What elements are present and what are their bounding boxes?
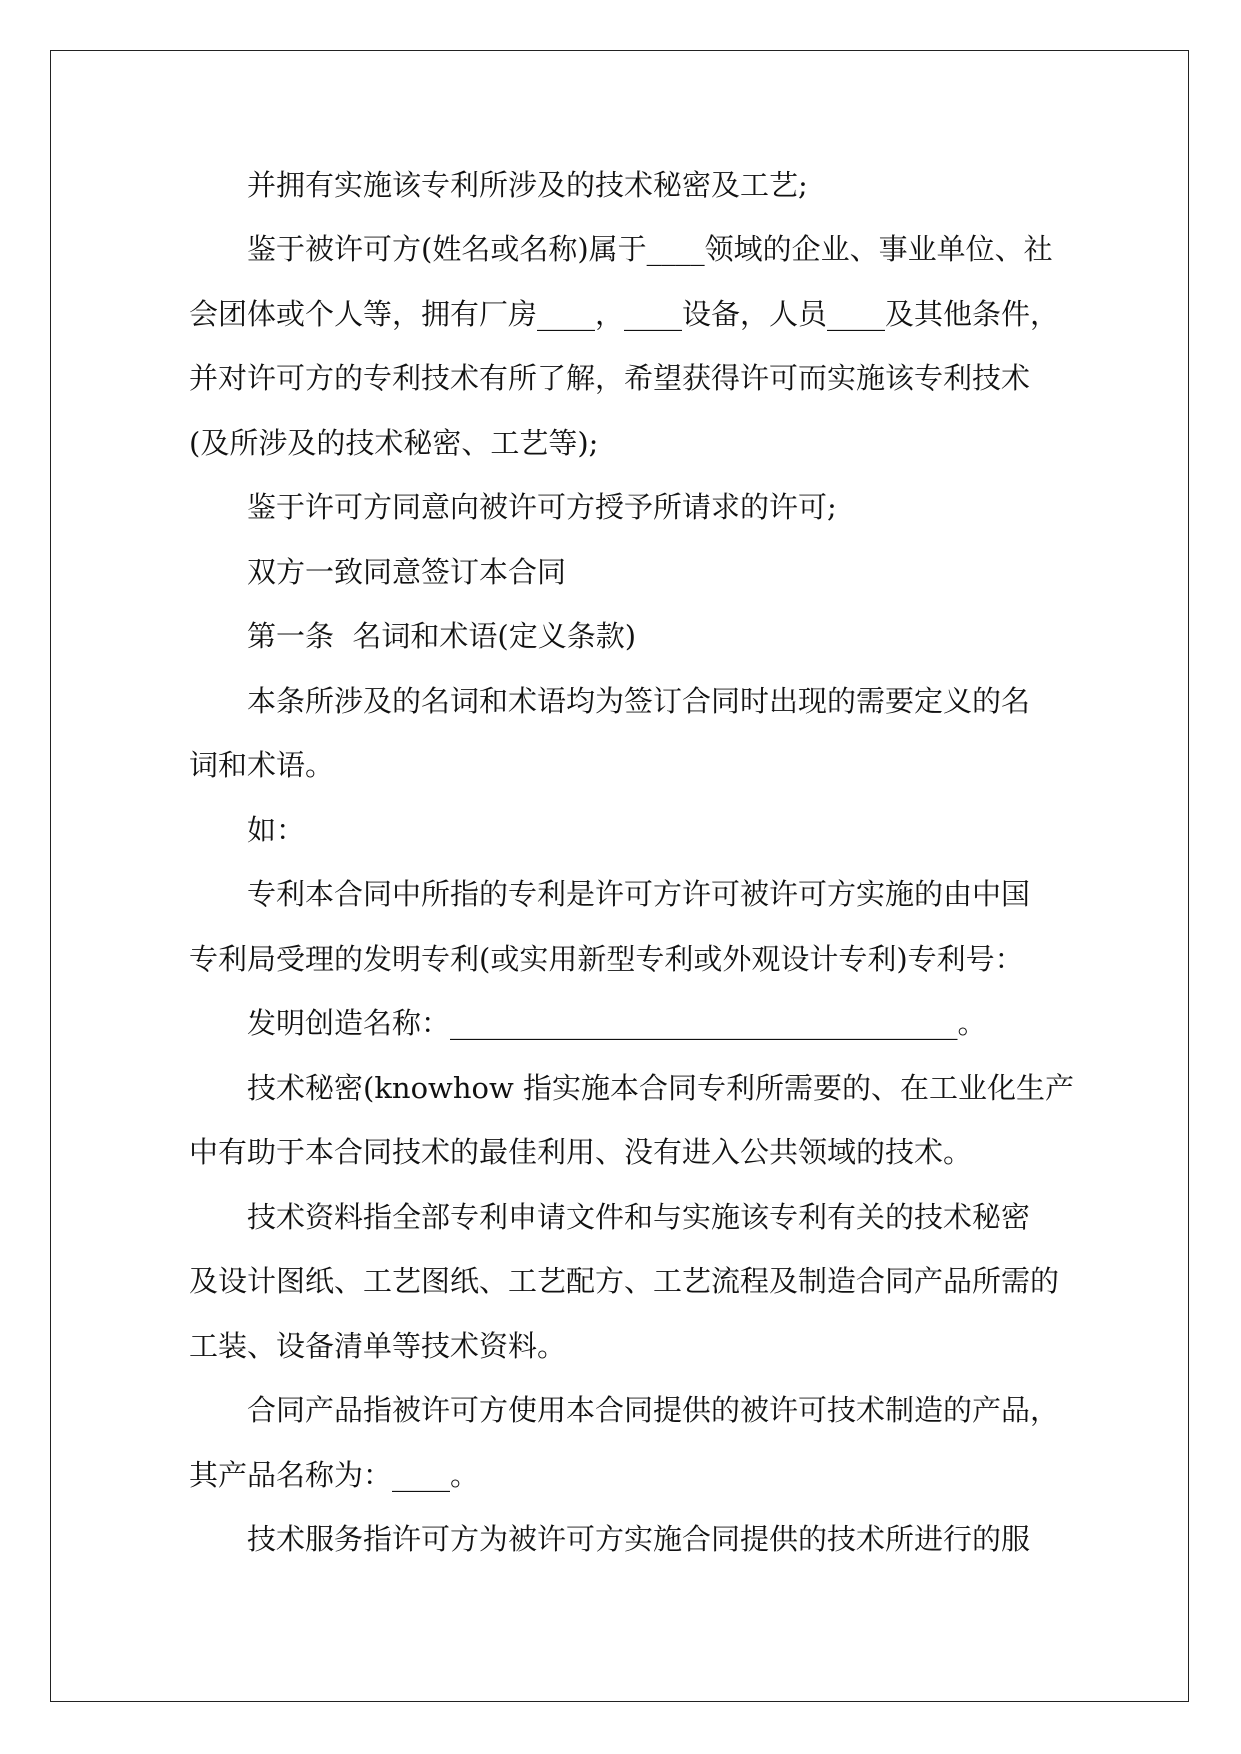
paragraph-line: 本条所涉及的名词和术语均为签订合同时出现的需要定义的名 <box>247 684 1031 718</box>
paragraph-line: 工装、设备清单等技术资料。 <box>189 1329 567 1363</box>
paragraph-line: 如： <box>247 813 306 847</box>
paragraph-line: (及所涉及的技术秘密、工艺等); <box>189 426 599 460</box>
paragraph-line: 双方一致同意签订本合同 <box>247 555 567 589</box>
section-heading: 第一条 名词和术语(定义条款) <box>247 619 637 653</box>
paragraph-line: 词和术语。 <box>189 748 335 782</box>
paragraph-line: 发明创造名称：___________________________________。 <box>247 1006 987 1040</box>
paragraph-line: 技术资料指全部专利申请文件和与实施该专利有关的技术秘密 <box>247 1200 1031 1234</box>
paragraph-line: 技术秘密(knowhow 指实施本合同专利所需要的、在工业化生产 <box>247 1071 1075 1105</box>
paragraph-line: 及设计图纸、工艺图纸、工艺配方、工艺流程及制造合同产品所需的 <box>189 1264 1060 1298</box>
paragraph-line: 其产品名称为：____。 <box>189 1458 480 1492</box>
paragraph-line: 鉴于许可方同意向被许可方授予所请求的许可; <box>247 490 837 524</box>
paragraph-line: 中有助于本合同技术的最佳利用、没有进入公共领域的技术。 <box>189 1135 973 1169</box>
paragraph-line: 并对许可方的专利技术有所了解，希望获得许可而实施该专利技术 <box>189 361 1031 395</box>
paragraph-line: 合同产品指被许可方使用本合同提供的被许可技术制造的产品， <box>247 1393 1060 1427</box>
paragraph-line: 技术服务指许可方为被许可方实施合同提供的技术所进行的服 <box>247 1522 1031 1556</box>
paragraph-line: 并拥有实施该专利所涉及的技术秘密及工艺; <box>247 168 808 202</box>
paragraph-line: 专利本合同中所指的专利是许可方许可被许可方实施的由中国 <box>247 877 1031 911</box>
paragraph-line: 会团体或个人等，拥有厂房____，____设备，人员____及其他条件， <box>189 297 1060 331</box>
paragraph-line: 专利局受理的发明专利(或实用新型专利或外观设计专利)专利号： <box>189 942 1024 976</box>
paragraph-line: 鉴于被许可方(姓名或名称)属于____领域的企业、事业单位、社 <box>247 232 1053 266</box>
